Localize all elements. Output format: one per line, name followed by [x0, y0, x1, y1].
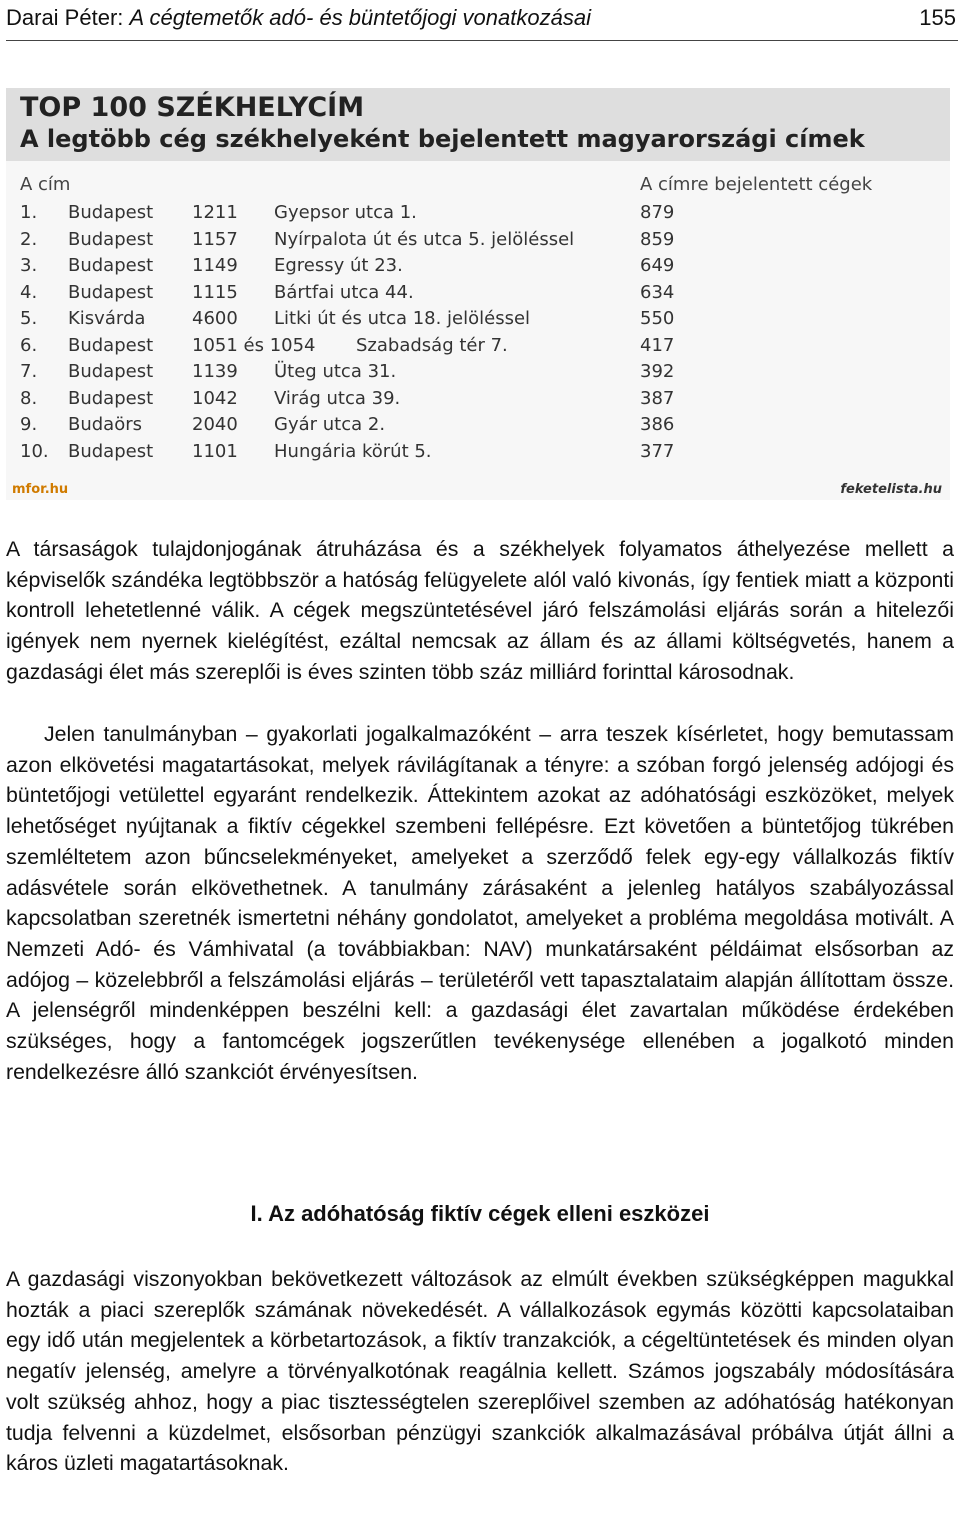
header-title: A cégtemetők adó- és büntetőjogi vonatkozásai [129, 5, 591, 30]
row-rank: 8. [20, 388, 38, 409]
section-heading: I. Az adóhatóság fiktív cégek elleni eszközei [250, 1201, 710, 1226]
row-city: Budapest [68, 202, 154, 223]
row-count: 634 [640, 282, 675, 303]
row-count: 649 [640, 255, 675, 276]
paragraph-2: Jelen tanulmányban – gyakorlati jogalkalmazóként – arra teszek kísérletet, hogy bemutassam azon elkövetési magatartásokat, melyek rávilágítanak a tényre: a szóban forgó jelenség adójogi és büntetőjogi vetülettel egyaránt rendelkezik. Áttekintem azokat az adóhatósági eszközöket, melyek lehetőséget nyújtanak a fiktív cégekkel szembeni fellépésre. Ezt követően a büntetőjog tükrében szemléltetem azon bűncselekményeket, amelyeket a szerződő felek egy-egy vállalkozás fiktív adásvétele során elkövethetnek. A tanulmány zárásaként a jelenleg hatályos szabályozással kapcsolatban szeretnék ismertetni néhány gondolatot, amelyeket a probléma megoldása motivált. A Nemzeti Adó- és Vámhivatal (a továbbiakban: NAV) munkatársaként példáimat elsősorban az adójog – közelebbről a felszámolási eljárás – területéről vett tapasztalataim alapján állítottam össze. A jelenségről mindenképpen beszélni kell: a gazdasági élet zavartalan működése érdekében szükséges, hogy a fantomcégek jogszerűtlen tevékenysége ellenében a jogalkotó minden rendelkezésre álló szankciót érvényesítsen. [6, 722, 954, 1084]
table-row [6, 282, 950, 308]
row-rank: 10. [20, 441, 49, 462]
row-rank: 1. [20, 202, 38, 223]
row-city: Budapest [68, 388, 154, 409]
row-zip: 2040 [192, 414, 238, 435]
row-zip: 1115 [192, 282, 238, 303]
row-rank: 9. [20, 414, 38, 435]
row-zip: 1051 és 1054 [192, 335, 316, 356]
row-zip: 1101 [192, 441, 238, 462]
row-rank: 6. [20, 335, 38, 356]
top100-figure [6, 88, 950, 500]
row-zip: 1042 [192, 388, 238, 409]
row-city: Budaörs [68, 414, 143, 435]
row-street: Litki út és utca 18. jelöléssel [274, 308, 531, 329]
row-zip: 1139 [192, 361, 238, 382]
row-count: 386 [640, 414, 675, 435]
row-count: 377 [640, 441, 675, 462]
row-city: Budapest [68, 441, 154, 462]
row-city: Budapest [68, 255, 154, 276]
row-city: Budapest [68, 282, 154, 303]
table-row [6, 335, 950, 361]
row-city: Budapest [68, 229, 154, 250]
row-zip: 1211 [192, 202, 238, 223]
table-row [6, 202, 950, 228]
row-street: Virág utca 39. [274, 388, 401, 409]
row-city: Budapest [68, 361, 154, 382]
page-header [6, 0, 958, 41]
paragraph-3: A gazdasági viszonyokban bekövetkezett változások az elmúlt években szükségképpen magukkal hozták a piaci szereplők számának növekedését. A vállalkozások egymás közötti kapcsolataiban egy idő után megjelentek a körbetartozások, a fiktív tranzakciók, a cégeltüntetések és minden olyan negatív jelenség, amelyre a törvényalkotónak reagálnia kellett. Számos jogszabály módosítására volt szükség ahhoz, hogy a piac tisztességtelen szereplőivel szemben az adóhatóság hatékonyan tudja felvenni a küzdelmet, elsősorban pénzügyi szankciók alkalmazásával próbálva útját állni a káros üzleti magatartásoknak. [6, 1267, 954, 1476]
row-count: 879 [640, 202, 675, 223]
row-zip: 1157 [192, 229, 238, 250]
row-rank: 3. [20, 255, 38, 276]
source-credit-left: mfor.hu [12, 482, 69, 497]
row-street: Szabadság tér 7. [356, 335, 508, 356]
table-row [6, 361, 950, 387]
row-count: 859 [640, 229, 675, 250]
page-number: 155 [919, 5, 956, 30]
table-row [6, 414, 950, 440]
row-rank: 4. [20, 282, 38, 303]
header-author: Darai Péter: [6, 5, 130, 30]
row-city: Kisvárda [68, 308, 146, 329]
column-header-count: A címre bejelentett cégek [640, 174, 873, 195]
row-zip: 1149 [192, 255, 238, 276]
row-rank: 7. [20, 361, 38, 382]
row-rank: 2. [20, 229, 38, 250]
table-row [6, 308, 950, 334]
table-row [6, 229, 950, 255]
figure-title: TOP 100 SZÉKHELYCÍM [20, 92, 365, 123]
row-street: Gyepsor utca 1. [274, 202, 417, 223]
table-row [6, 441, 950, 467]
row-street: Gyár utca 2. [274, 414, 386, 435]
row-rank: 5. [20, 308, 38, 329]
row-street: Üteg utca 31. [274, 361, 397, 382]
figure-header [6, 88, 950, 161]
row-count: 550 [640, 308, 675, 329]
row-count: 392 [640, 361, 675, 382]
row-city: Budapest [68, 335, 154, 356]
row-count: 417 [640, 335, 675, 356]
row-zip: 4600 [192, 308, 238, 329]
source-credit-right: feketelista.hu [840, 482, 942, 497]
figure-subtitle: A legtöbb cég székhelyeként bejelentett magyarországi címek [20, 125, 865, 153]
table-row [6, 388, 950, 414]
row-street: Bártfai utca 44. [274, 282, 414, 303]
row-street: Hungária körút 5. [274, 441, 432, 462]
column-header-address: A cím [20, 174, 71, 195]
row-count: 387 [640, 388, 675, 409]
row-street: Nyírpalota út és utca 5. jelöléssel [274, 229, 575, 250]
paragraph-1: A társaságok tulajdonjogának átruházása és a székhelyek folyamatos áthelyezése mellett a képviselők szándéka legtöbbször a hatóság felügyelete alól való kivonás, így fentiek miatt a központi kontroll lehetetlenné válik. A cégek megszüntetésével járó felszámolási eljárás során a hitelezői igények nem nyernek kielégítést, ezáltal nemcsak az állam és az állami költségvetés, hanem a gazdasági élet más szereplői is éves szinten több száz milliárd forinttal károsodnak. [6, 537, 954, 684]
row-street: Egressy út 23. [274, 255, 403, 276]
table-row [6, 255, 950, 281]
